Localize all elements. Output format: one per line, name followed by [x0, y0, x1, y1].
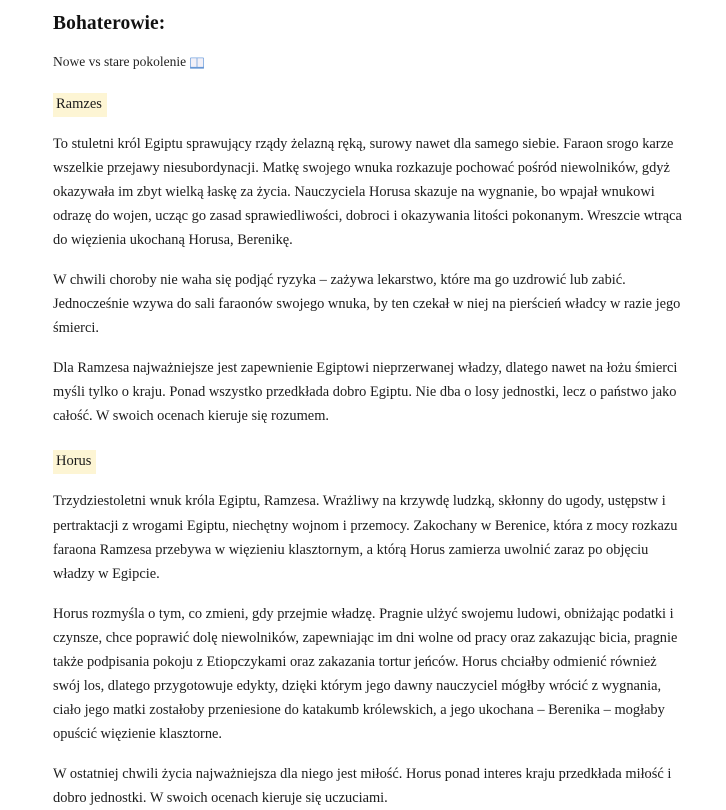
paragraph-ramzes-3: Dla Ramzesa najważniejsze jest zapewnienie Egiptowi nieprzerwanej władzy, dlatego nawet na łożu śmierci myśli tylko o kraju. Ponad wszystko przedkłada dobro Egiptu. Nie dba o losy jednostki, lecz o państwo jako całość. W swoich ocenach kieruje się rozumem.	[53, 360, 678, 425]
paragraph-ramzes-2: W chwili choroby nie waha się podjąć ryzyka – zażywa lekarstwo, które ma go uzdrowić lub zabić. Jednocześnie wzywa do sali faraonów swojego wnuka, by ten czekał w niej na pierścień władcy w razie jego śmierci.	[53, 272, 681, 337]
paragraph-horus-3: W ostatniej chwili życia najważniejsza dla niego jest miłość. Horus ponad interes kraju przedkłada miłość i dobro jednostki. W swoich ocenach kieruje się uczuciami.	[53, 765, 672, 806]
paragraph-horus-1: Trzydziestoletni wnuk króla Egiptu, Ramzesa. Wrażliwy na krzywdę ludzką, skłonny do ugody, ustępstw i pertraktacji z wrogami Egiptu, niechętny wojnom i przemocy. Zakochany w Berenice, która z mocy rozkazu faraona Ramzesa przebywa w więzieniu klasztornym, a którą Horus zamierza uwolnić zaraz po objęciu władzy w Egipcie.	[53, 493, 678, 582]
paragraph-horus-2: Horus rozmyśla o tym, co zmieni, gdy przejmie władzę. Pragnie ulżyć swojemu ludowi, obniżając podatki i czynsze, chce poprawić dolę niewolników, zapewniając im dni wolne od pracy oraz zakazując bicia, pragnie także podpisania pokoju z Etiopczykami oraz zakazania tortur jeńców. Horus chciałby odmienić również swój los, dlatego przygotowuje edykty, dzięki którym jego dawny nauczyciel mógłby wrócić z wygnania, ciało jego matki zostałoby przeniesione do katakumb królewskich, a jego ukochana – Berenika – mogłaby opuścić więzienie klasztorne.	[53, 605, 678, 742]
paragraph-ramzes-1: To stuletni król Egiptu sprawujący rządy żelazną ręką, surowy nawet dla samego siebie. Faraon srogo karze wszelkie przejawy niesubordynacji. Matkę swojego wnuka rozkazuje pochować pośród niewolników, gdyż okazywała im zbyt wielką łaskę za życia. Nauczyciela Horusa skazuje na wygnanie, bo wpajał wnukowi odrazę do wojen, ucząc go zasad sprawiedliwości, dobroci i okazywania litości pokonanym. Wreszcie wtrąca do więzienia ukochaną Horusa, Berenikę.	[53, 135, 682, 249]
section-ramzes-header-wrap	[53, 93, 682, 117]
section-heading-ramzes: Ramzes	[53, 93, 107, 117]
page-title: Bohaterowie:	[53, 13, 166, 34]
open-book-icon	[190, 56, 204, 74]
document-subtitle	[53, 53, 682, 74]
section-horus-header-wrap	[53, 450, 682, 474]
subtitle-text: Nowe vs stare pokolenie	[53, 54, 187, 70]
section-heading-horus: Horus	[53, 450, 96, 474]
